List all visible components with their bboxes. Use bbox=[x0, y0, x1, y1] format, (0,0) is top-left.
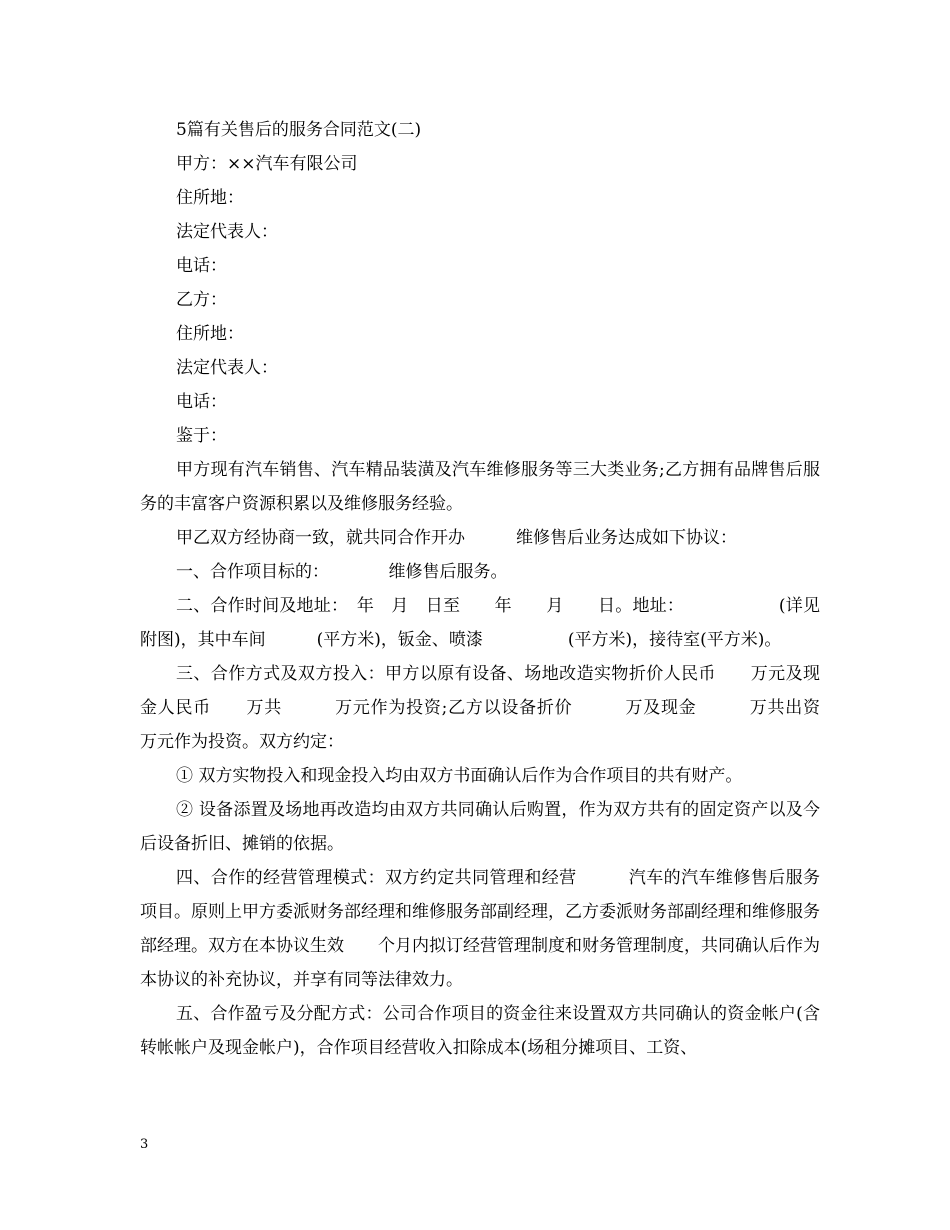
party-a-address-line: 住所地： bbox=[176, 188, 244, 208]
clause-2-paragraph: 二、合作时间及地址： 年 月 日至 年 月 日。地址： (详见附图)，其中车间 (平方米)，钣金、喷漆 (平方米)，接待室(平方米)。 bbox=[140, 596, 820, 650]
party-b-line: 乙方： bbox=[176, 290, 227, 310]
party-b-phone-line: 电话： bbox=[176, 392, 227, 412]
agreement-intro-paragraph: 甲乙双方经协商一致，就共同合作开办 维修售后业务达成如下协议： bbox=[176, 528, 737, 548]
clause-3-item-1: ① 双方实物投入和现金投入均由双方书面确认后作为合作项目的共有财产。 bbox=[176, 766, 743, 786]
party-b-representative-line: 法定代表人： bbox=[176, 358, 278, 378]
document-body bbox=[140, 113, 854, 1065]
party-a-representative-line: 法定代表人： bbox=[176, 222, 278, 242]
clause-1-paragraph: 一、合作项目标的： 维修售后服务。 bbox=[176, 562, 508, 582]
whereas-line: 鉴于： bbox=[176, 426, 227, 446]
party-b-address-line: 住所地： bbox=[176, 324, 244, 344]
clause-5-paragraph: 五、合作盈亏及分配方式：公司合作项目的资金往来设置双方共同确认的资金帐户(含转帐帐户及现金帐户)，合作项目经营收入扣除成本(场租分摊项目、工资、 bbox=[140, 1004, 820, 1058]
page-number: 3 bbox=[140, 1137, 149, 1152]
party-a-phone-line: 电话： bbox=[176, 256, 227, 276]
party-a-line: 甲方：××汽车有限公司 bbox=[176, 154, 358, 174]
background-paragraph: 甲方现有汽车销售、汽车精品装潢及汽车维修服务等三大类业务;乙方拥有品牌售后服务的丰富客户资源积累以及维修服务经验。 bbox=[140, 460, 820, 514]
clause-3-paragraph: 三、合作方式及双方投入：甲方以原有设备、场地改造实物折价人民币 万元及现金人民币 万共 万元作为投资;乙方以设备折价 万及现金 万共出资 万元作为投资。双方约定： bbox=[140, 664, 854, 752]
document-title: 5篇有关售后的服务合同范文(二) bbox=[176, 120, 422, 140]
clause-4-paragraph: 四、合作的经营管理模式：双方约定共同管理和经营 汽车的汽车维修售后服务项目。原则上甲方委派财务部经理和维修服务部副经理，乙方委派财务部副经理和维修服务部经理。双方在本协议生效 个月内拟订经营管理制度和财务管理制度，共同确认后作为本协议的补充协议，并享有同等法律效力。 bbox=[140, 868, 820, 990]
clause-3-item-2: ② 设备添置及场地再改造均由双方共同确认后购置，作为双方共有的固定资产以及今后设备折旧、摊销的依据。 bbox=[140, 800, 820, 854]
